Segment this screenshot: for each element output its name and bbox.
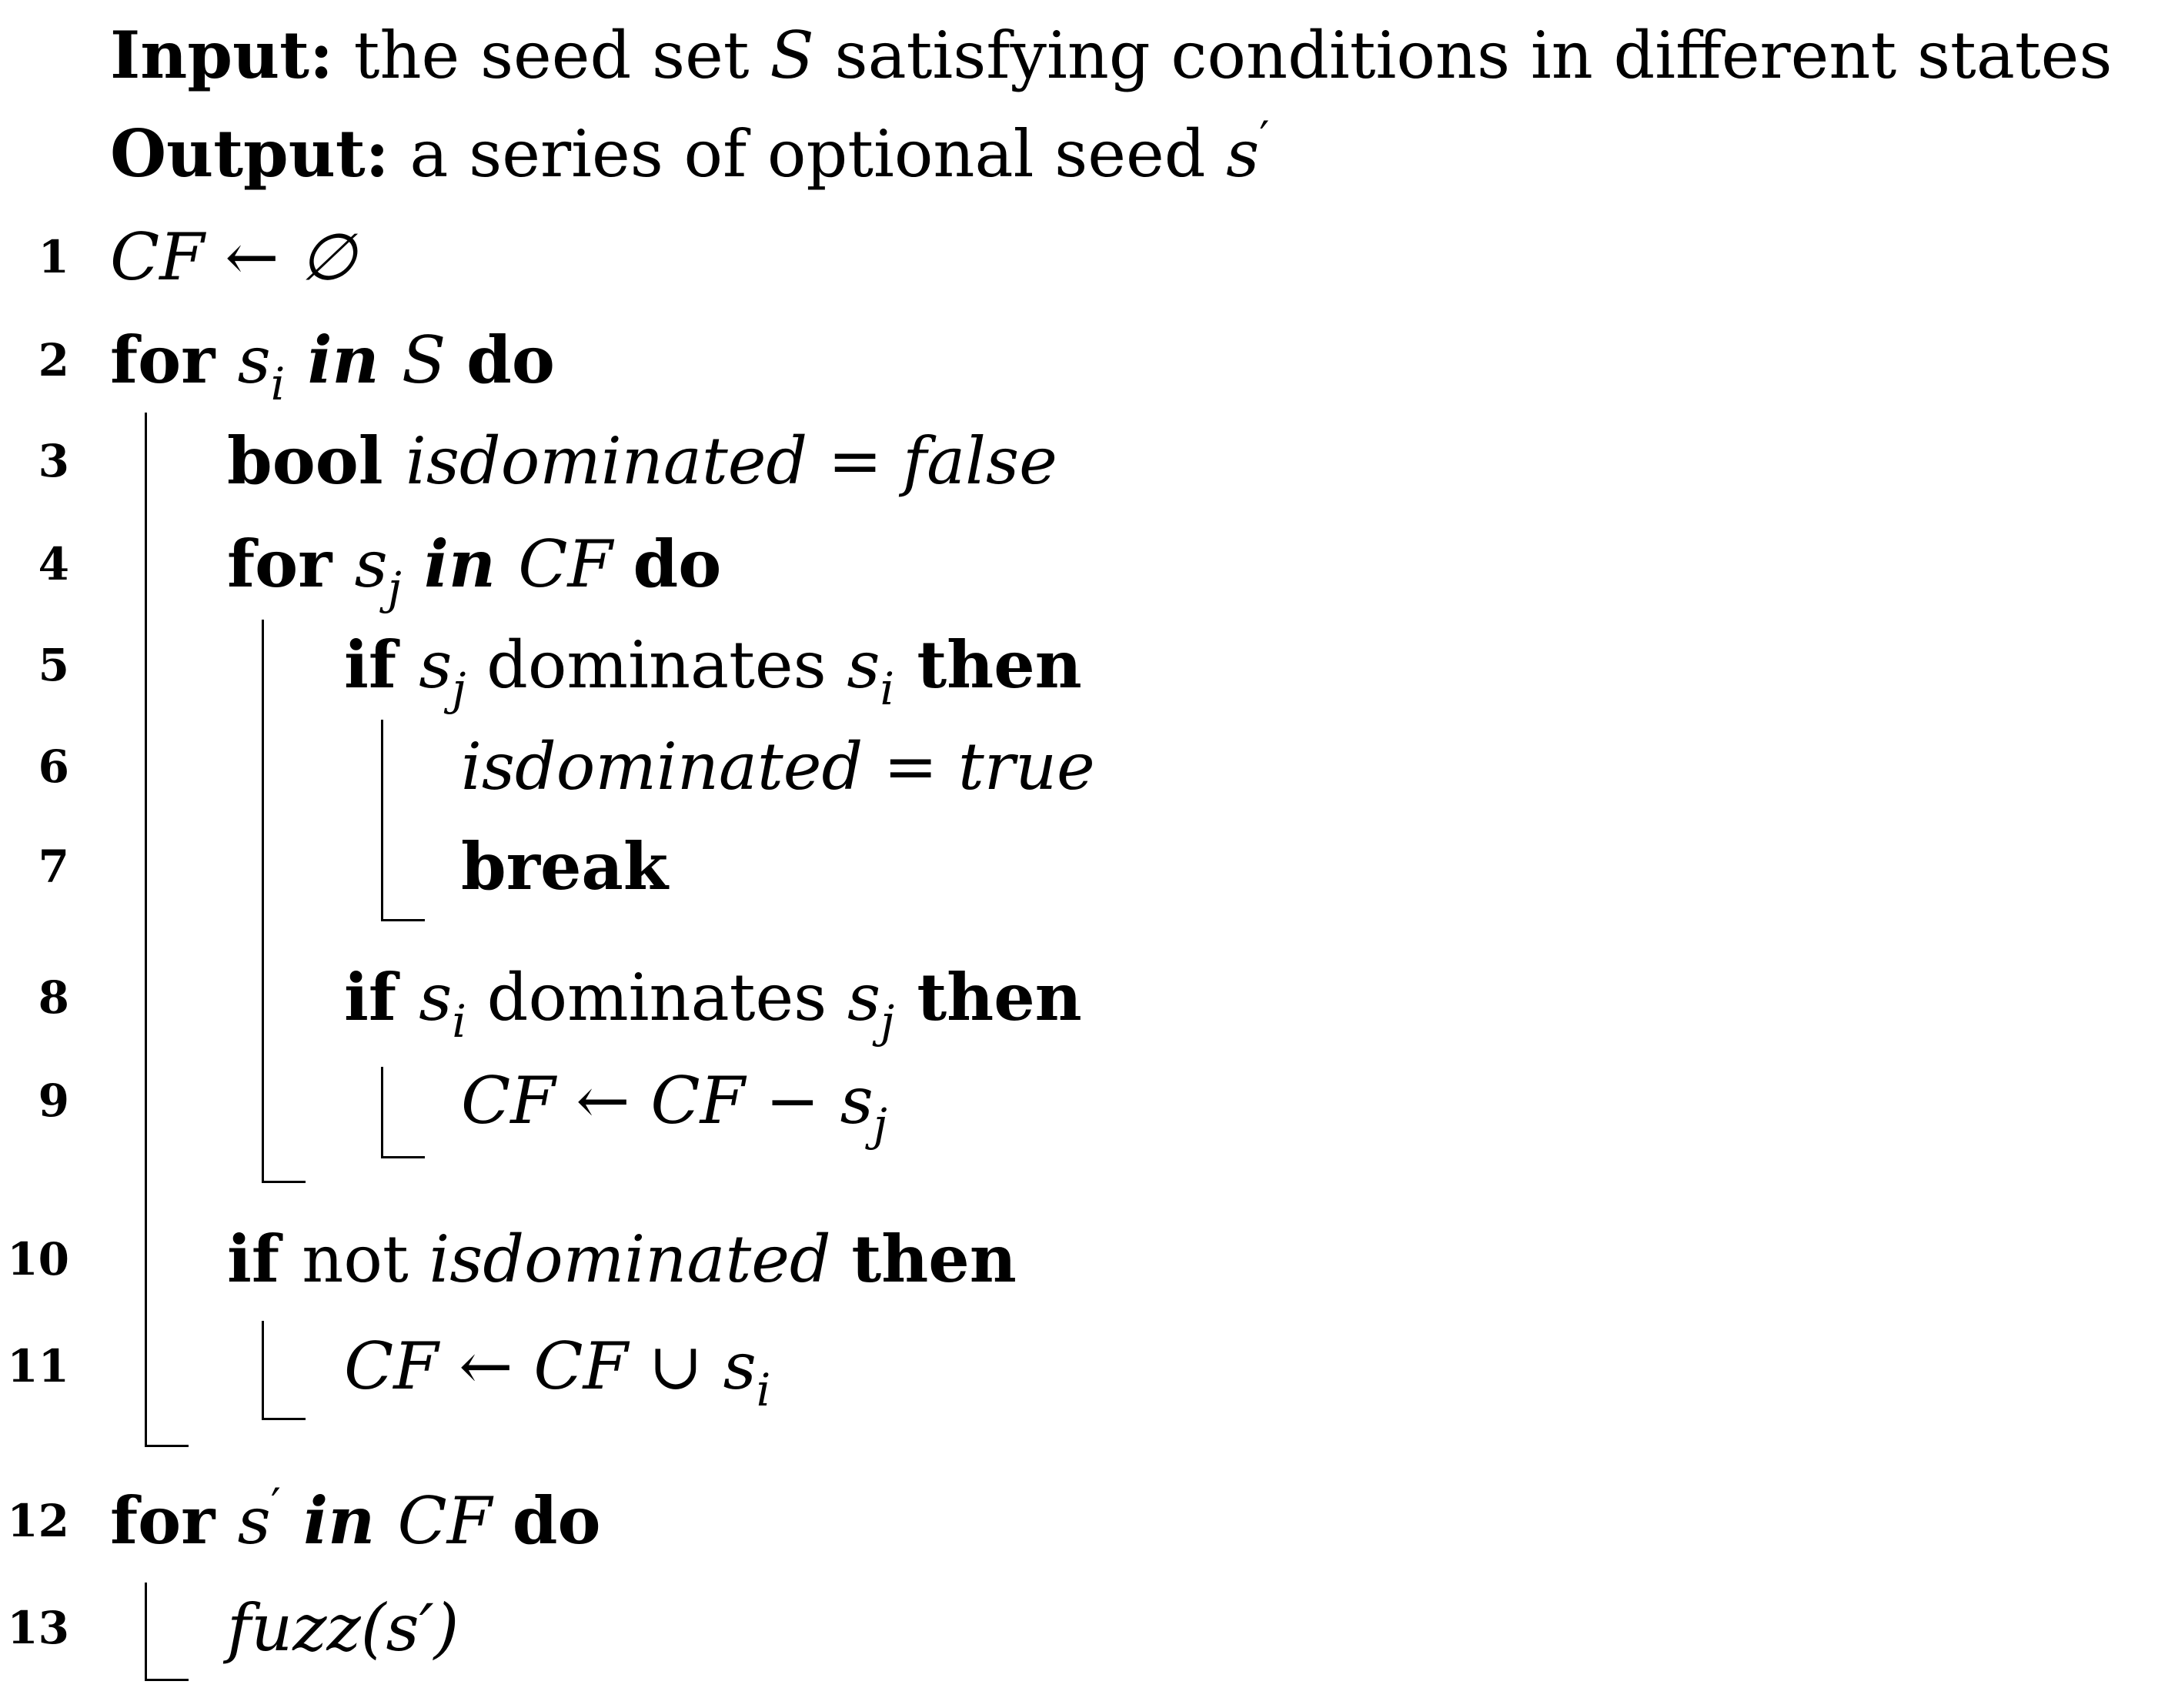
line-number: 13 [7, 1602, 69, 1654]
block-bracket [262, 620, 306, 1183]
line-text [110, 322, 555, 410]
code-token: CF ← ∅ [110, 219, 356, 295]
line-text [110, 17, 2112, 94]
line-text [110, 1479, 601, 1566]
line-text [344, 959, 1082, 1048]
line-number: 1 [38, 231, 69, 283]
code-token: S [401, 323, 467, 398]
code-token: if [344, 627, 419, 703]
code-token: a series of optional seed [389, 116, 1227, 192]
code-token: j [452, 663, 466, 715]
line-number: 12 [7, 1495, 69, 1547]
code-token: the seed set [332, 18, 770, 93]
algorithm-line [0, 322, 2158, 410]
algorithm-line [0, 1062, 2158, 1151]
code-token: isdominated [429, 1222, 852, 1297]
code-token: in [401, 526, 519, 602]
line-number: 8 [38, 971, 69, 1024]
code-token: ′ [270, 1479, 281, 1531]
code-token: CF ← CF − s [461, 1063, 874, 1138]
line-text [110, 112, 1270, 199]
line-text [227, 423, 1057, 500]
line-number: 7 [38, 841, 69, 893]
code-token: if [344, 959, 419, 1035]
code-token: dominates [466, 627, 847, 703]
code-token: do [466, 322, 555, 398]
code-token: s [237, 323, 271, 398]
line-number: 4 [38, 538, 69, 590]
line-text [461, 1062, 887, 1151]
code-token: j [873, 1098, 887, 1151]
code-token: s [847, 627, 880, 703]
code-token: s [419, 627, 453, 703]
code-token: ′ [1259, 112, 1270, 164]
code-token: satisfying conditions in different states [813, 18, 2113, 93]
code-token: then [851, 1221, 1017, 1297]
line-text [227, 1221, 1017, 1298]
code-token: Output: [110, 115, 389, 192]
line-text [461, 728, 1095, 805]
line-number: 11 [7, 1340, 69, 1392]
code-token: if [227, 1221, 302, 1297]
code-token: Input: [110, 17, 333, 93]
line-text [227, 1589, 459, 1666]
block-bracket [145, 413, 189, 1447]
block-bracket [262, 1321, 306, 1420]
code-token: isdominated = false [405, 423, 1057, 499]
code-token: then [894, 959, 1082, 1035]
line-text [227, 526, 722, 614]
block-bracket [381, 720, 425, 921]
code-token: CF ← CF ∪ s [344, 1329, 757, 1404]
code-token: do [633, 526, 722, 602]
code-token: s [847, 960, 881, 1035]
code-token: in [285, 322, 402, 398]
code-token: i [880, 663, 895, 715]
code-token: i [270, 358, 286, 410]
code-token: j [387, 562, 402, 614]
code-token: dominates [466, 960, 847, 1035]
code-token: i [452, 995, 466, 1048]
line-number: 3 [38, 435, 69, 487]
line-number: 9 [38, 1075, 69, 1127]
algorithm-line [0, 1479, 2158, 1559]
code-token: j [880, 995, 895, 1048]
code-token: for [110, 1482, 238, 1559]
block-bracket [145, 1583, 189, 1681]
code-token: in [280, 1482, 398, 1559]
code-token: isdominated = true [461, 729, 1095, 804]
algorithm-line [0, 423, 2158, 500]
code-token: s [419, 960, 453, 1035]
code-token: s [1226, 116, 1260, 192]
line-number: 6 [38, 740, 69, 793]
code-token: not [302, 1222, 429, 1297]
line-text [344, 627, 1082, 715]
code-token: i [756, 1364, 771, 1416]
code-token: bool [227, 423, 406, 499]
code-token: s [354, 526, 388, 602]
algorithm-line [0, 1589, 2158, 1666]
code-token: for [110, 322, 238, 398]
code-token: for [227, 526, 355, 602]
code-token: CF [397, 1483, 513, 1559]
code-token: then [894, 627, 1082, 703]
algorithm-line [0, 959, 2158, 1048]
algorithm-line [0, 728, 2158, 805]
algorithm-line [0, 526, 2158, 614]
block-bracket [381, 1067, 425, 1158]
code-token: do [512, 1482, 601, 1559]
code-token: S [770, 18, 814, 93]
code-token: break [461, 828, 669, 904]
line-text [344, 1328, 771, 1416]
algorithm-line [0, 828, 2158, 905]
algorithm-line [0, 1328, 2158, 1416]
code-token: CF [518, 526, 633, 602]
line-number: 5 [38, 639, 69, 691]
algorithm-line [0, 627, 2158, 715]
line-text [110, 219, 356, 296]
line-number: 2 [38, 334, 69, 386]
algorithm-line [0, 1221, 2158, 1298]
line-number: 10 [7, 1233, 69, 1285]
algorithm-line [0, 219, 2158, 296]
code-token: fuzz(s′) [227, 1590, 459, 1666]
code-token: s [237, 1483, 271, 1559]
line-text [461, 828, 668, 905]
